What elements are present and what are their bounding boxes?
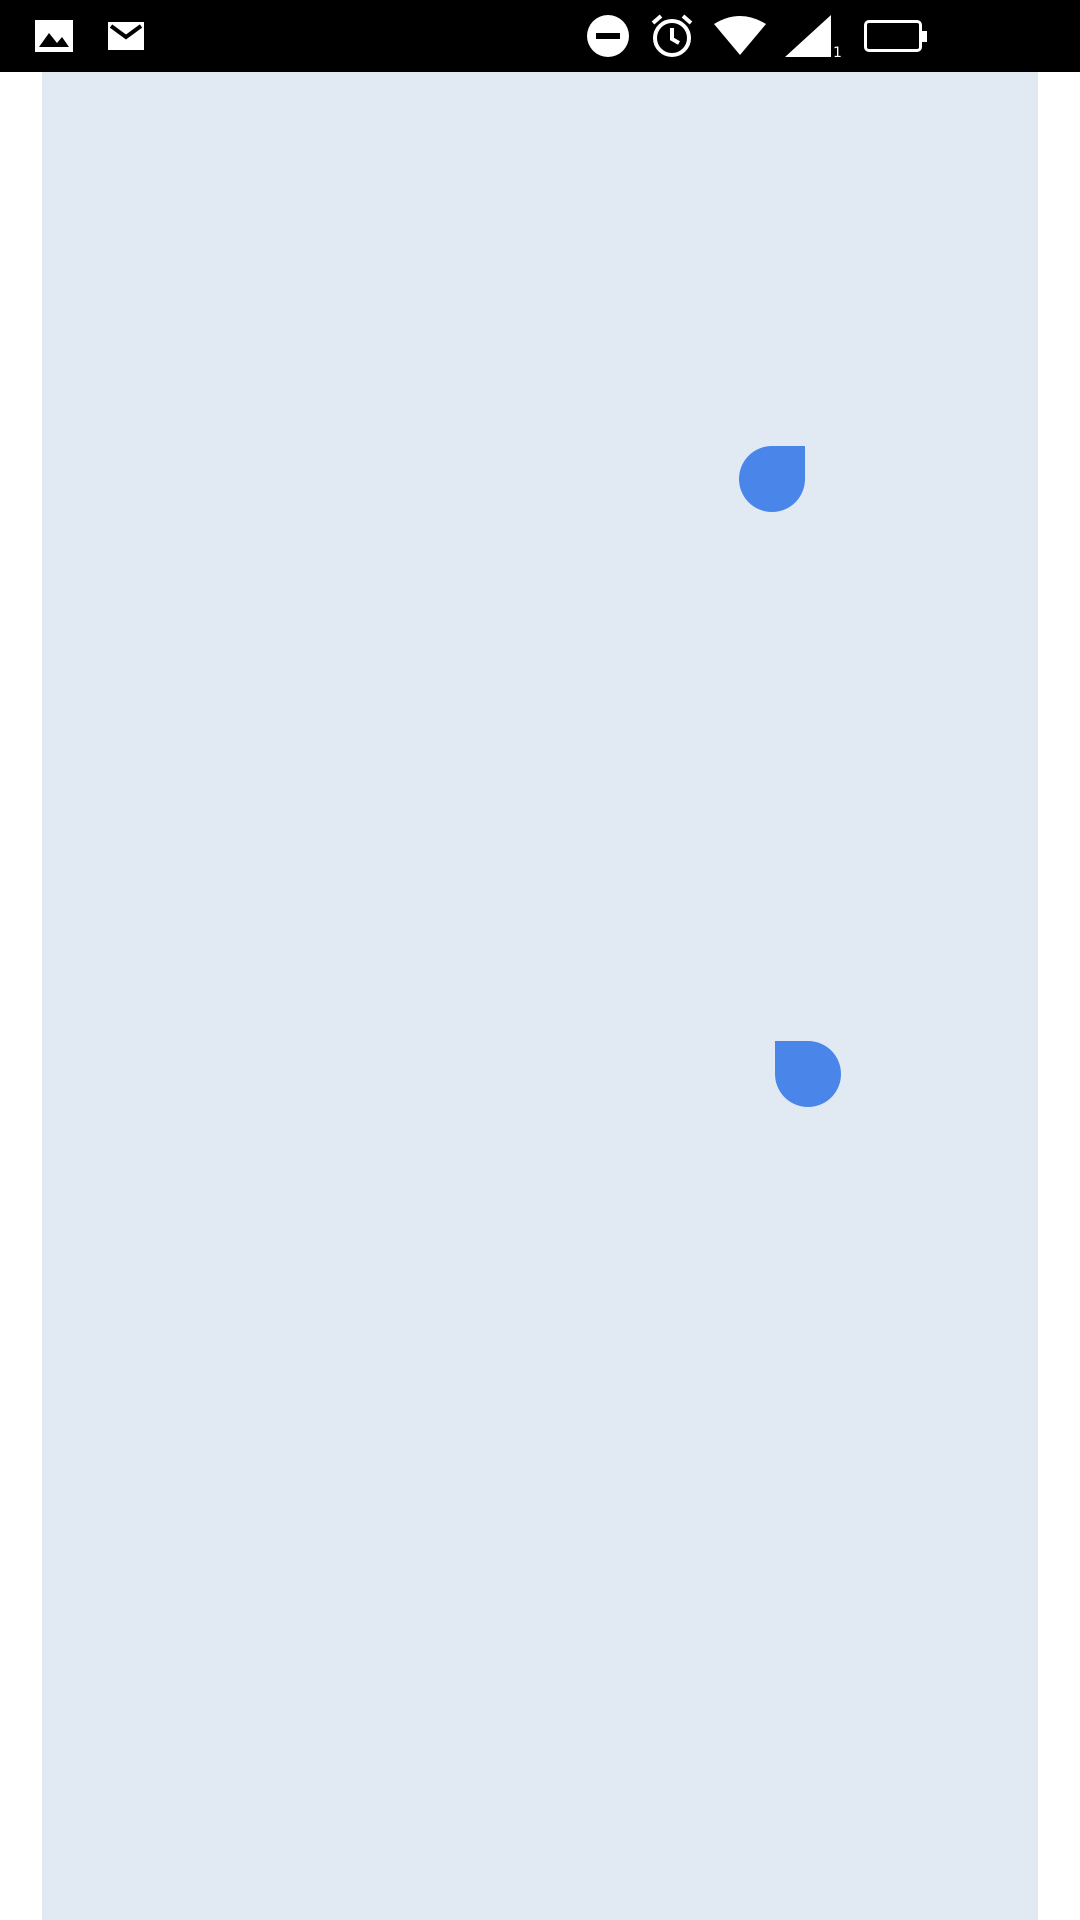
battery-icon [864, 20, 922, 52]
svg-text:1: 1 [833, 45, 842, 61]
document-panel [42, 72, 1038, 1920]
mail-icon [104, 0, 148, 72]
status-bar [0, 0, 1080, 72]
selection-start-handle[interactable] [739, 446, 805, 512]
clipped-previous-line [312, 62, 432, 74]
web-page[interactable] [12, 72, 1068, 1920]
wifi-icon [712, 0, 768, 72]
selection-end-handle[interactable] [775, 1041, 841, 1107]
alarm-icon [648, 0, 696, 72]
signal-icon [782, 0, 842, 72]
gallery-icon [32, 0, 76, 72]
do-not-disturb-icon [584, 0, 632, 72]
